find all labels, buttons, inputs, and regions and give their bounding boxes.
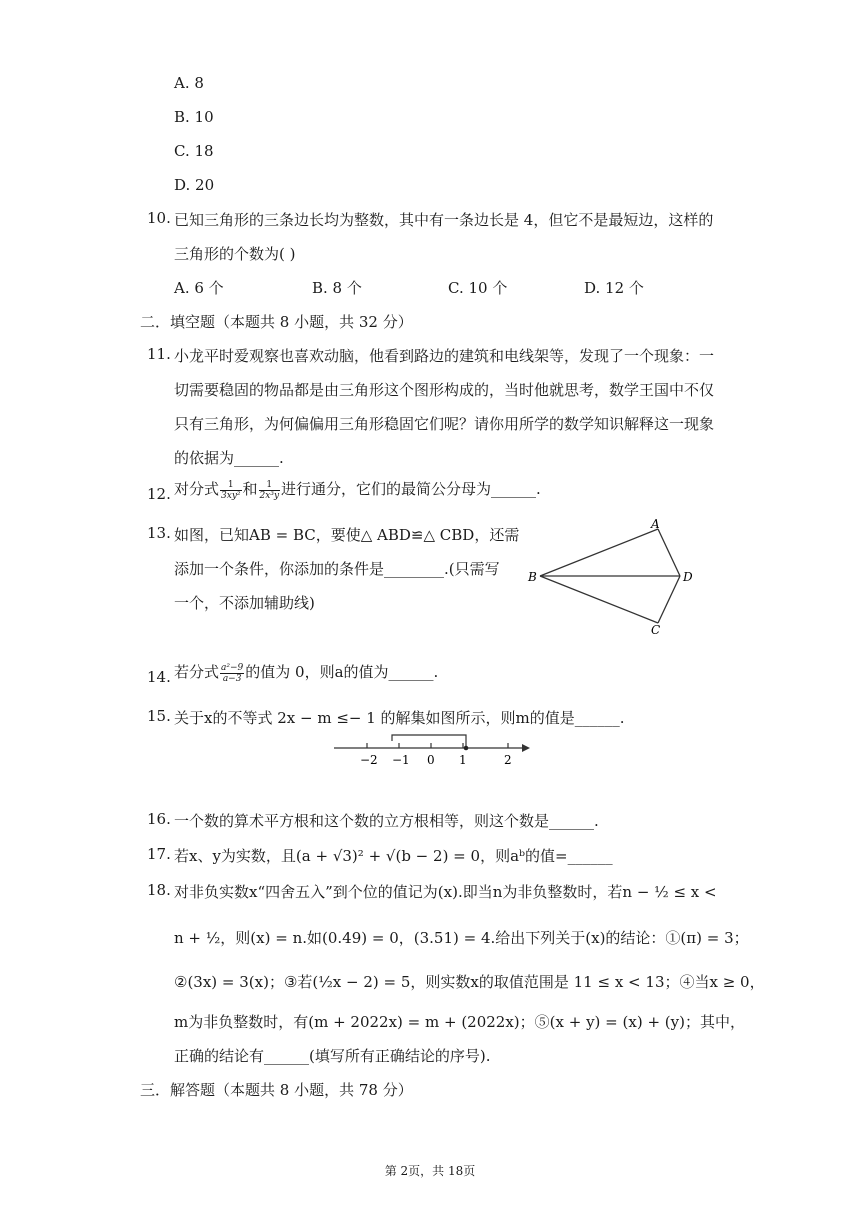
q15-number: 15. (147, 707, 171, 725)
q10-option-c: C. 10 个 (448, 279, 508, 297)
q13-label-a: A (651, 517, 660, 531)
q13-label-b: B (528, 570, 537, 584)
q10-line2: 三角形的个数为( ) (174, 245, 296, 263)
q9-option-a: A. 8 (174, 74, 204, 92)
q14-number: 14. (147, 668, 171, 686)
q10-line1: 已知三角形的三条边长均为整数，其中有一条边长是 4，但它不是最短边，这样的 (174, 211, 714, 229)
q11-line3: 只有三角形，为何偏偏用三角形稳固它们呢？请你用所学的数学知识解释这一现象 (174, 415, 715, 433)
q12-number: 12. (147, 485, 171, 503)
q15-tick-0: 0 (427, 753, 435, 767)
q13-line3: 一个，不添加辅助线) (174, 594, 315, 612)
q10-number: 10. (147, 209, 171, 227)
q18-line3: ②(3x) = 3(x)；③若(½x − 2) = 5，则实数x的取值范围是 11 ≤ x < 13；④当x ≥ 0， (174, 973, 765, 991)
section-2-heading: 二．填空题（本题共 8 小题，共 32 分） (140, 313, 413, 331)
q12-text: 对分式 $\frac{1}{\text{3xy²}}$ 和 $\frac{1}{\text{2x³y}}$ 进行通分，它们的最简公分母为______. (174, 479, 541, 501)
q17-text: 若x、y为实数，且(a + √3)² + √(b − 2) = 0，则aᵇ的值=______ (174, 847, 613, 865)
q13-line2: 添加一个条件，你添加的条件是________.(只需写 (174, 560, 500, 578)
q13-label-c: C (651, 623, 661, 637)
q13-label-d: D (683, 570, 693, 584)
q11-line4: 的依据为______. (174, 449, 284, 467)
q9-option-d: D. 20 (174, 176, 215, 194)
q15-tick-neg2: −2 (360, 753, 378, 767)
page-footer: 第 2页，共 18页 (384, 1164, 476, 1178)
q9-option-c: C. 18 (174, 142, 214, 160)
q18-line5: 正确的结论有______(填写所有正确结论的序号). (174, 1047, 491, 1065)
q18-line2: n + ½，则(x) = n.如(0.49) = 0，(3.51) = 4.给出下列关于(x)的结论：①(π) = 3； (174, 929, 749, 947)
q18-number: 18. (147, 881, 171, 899)
q13-number: 13. (147, 524, 171, 542)
q10-option-b: B. 8 个 (312, 279, 362, 297)
q13-triangle-figure (520, 515, 710, 640)
q11-line2: 切需要稳固的物品都是由三角形这个图形构成的，当时他就思考，数学王国中不仅 (174, 381, 715, 399)
q16-text: 一个数的算术平方根和这个数的立方根相等，则这个数是______. (174, 812, 599, 830)
q18-line1: 对非负实数x“四舍五入”到个位的值记为(x).即当n为非负整数时，若n − ½ ≤ x < (174, 883, 717, 901)
q14-text: 若分式 $\frac{\text{a²−9}}{a-3}$ 的值为 0，则a的值为______. (174, 662, 439, 684)
q11-number: 11. (147, 345, 171, 363)
q11-line1: 小龙平时爱观察也喜欢动脑，他看到路边的建筑和电线架等，发现了一个现象：一 (174, 347, 715, 365)
q16-number: 16. (147, 810, 171, 828)
q10-option-a: A. 6 个 (174, 279, 224, 297)
q15-text: 关于x的不等式 2x − m ≤− 1 的解集如图所示，则m的值是______. (174, 709, 625, 727)
q15-tick-1: 1 (459, 753, 467, 767)
q14-fraction: $\frac{\text{a²−9}}{a-3}$ (221, 662, 244, 684)
q9-option-b: B. 10 (174, 108, 214, 126)
section-3-heading: 三．解答题（本题共 8 小题，共 78 分） (140, 1081, 413, 1099)
q17-number: 17. (147, 845, 171, 863)
q13-line1: 如图，已知AB = BC，要使△ ABD≌△ CBD，还需 (174, 526, 520, 544)
q15-tick-neg1: −1 (392, 753, 410, 767)
q15-number-line (330, 733, 530, 769)
q15-tick-2: 2 (504, 753, 512, 767)
q10-option-d: D. 12 个 (584, 279, 644, 297)
q12-fraction-1: $\frac{1}{\text{3xy²}}$ (221, 479, 241, 501)
q12-fraction-2: $\frac{1}{\text{2x³y}}$ (259, 479, 280, 501)
q18-line4: m为非负整数时，有(m + 2022x) = m + (2022x)；⑤(x + y) = (x) + (y)；其中， (174, 1013, 745, 1031)
